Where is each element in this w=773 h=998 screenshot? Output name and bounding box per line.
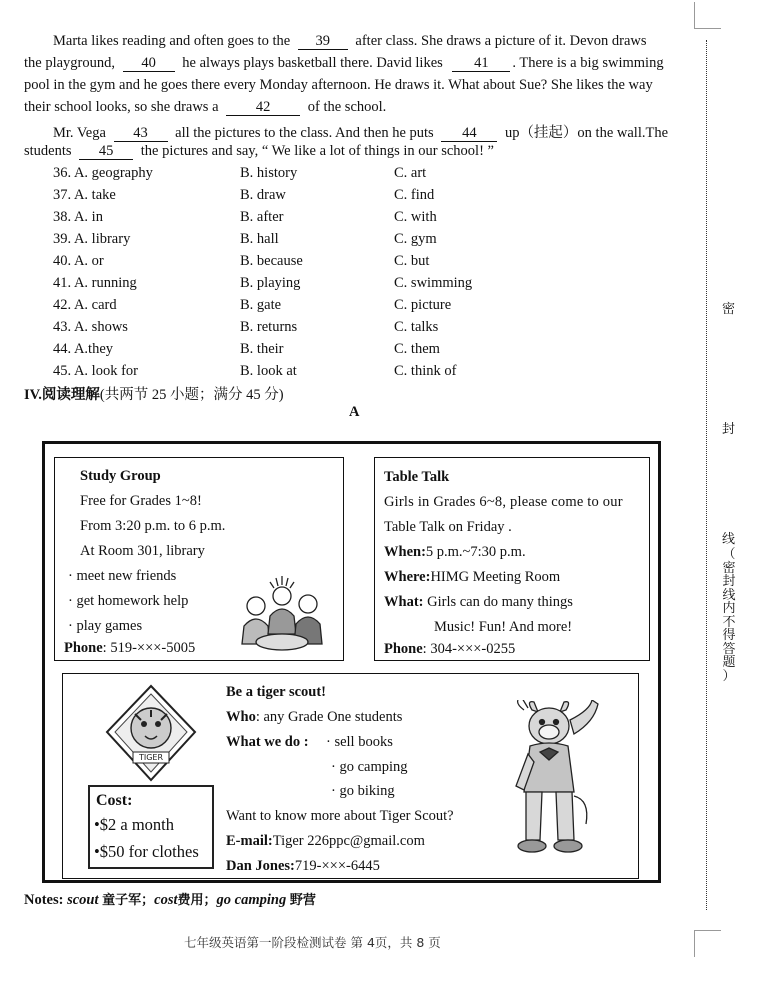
option-b[interactable]: B. returns	[240, 319, 298, 335]
phone-value: : 519-×××-5005	[102, 640, 196, 656]
option-a[interactable]: 42. A. card	[53, 297, 117, 313]
margin-char-xian: 线	[722, 532, 736, 547]
option-c[interactable]: C. picture	[394, 297, 452, 313]
tiger-scout-item-3: · go biking	[331, 783, 395, 799]
option-b[interactable]: B. history	[240, 165, 298, 181]
section-title	[24, 383, 284, 404]
when-value: 5 p.m.~7:30 p.m.	[425, 544, 526, 560]
option-c[interactable]: C. gym	[394, 231, 437, 247]
notes-label: Notes:	[24, 892, 64, 908]
margin-char: （	[722, 547, 736, 562]
margin-char: 线	[722, 587, 736, 603]
table-talk-where	[384, 569, 560, 586]
option-c[interactable]: C. them	[394, 341, 440, 357]
study-group-line-2: From 3:20 p.m. to 6 p.m.	[80, 518, 226, 534]
table-talk-line-1: Girls in Grades 6~8, please come to our	[384, 494, 623, 510]
option-c[interactable]: C. swimming	[394, 275, 473, 291]
option-a[interactable]: 36. A. geography	[53, 165, 153, 181]
study-group-bullet-2: · get homework help	[68, 593, 189, 609]
cost-item-2: •$50 for clothes	[94, 842, 199, 861]
part-label: A	[349, 404, 360, 420]
option-a[interactable]: 44. A.they	[53, 341, 114, 357]
where-value: HIMG Meeting Room	[430, 569, 561, 585]
margin-char: 不	[722, 614, 736, 630]
margin-char: 封	[722, 574, 736, 589]
study-group-title: Study Group	[80, 468, 161, 484]
cost-item-1: •$2 a month	[94, 815, 175, 834]
text: after class. She draws a picture of it. Devon draws	[355, 33, 647, 49]
text: . There is a big swimming	[512, 55, 664, 71]
margin-char: ）	[722, 668, 736, 684]
option-b[interactable]: B. hall	[240, 231, 279, 247]
tiger-scout-item-1: · sell books	[326, 734, 393, 750]
page-footer: 七年级英语第一阶段检测试卷 第 4页，共 8 页	[184, 935, 441, 950]
study-group-bullet-1: · meet new friends	[68, 568, 177, 584]
option-a[interactable]: 45. A. look for	[53, 363, 138, 379]
blank-43[interactable]: 43	[114, 125, 168, 142]
note-term-scout: scout	[67, 892, 99, 908]
option-a[interactable]: 39. A. library	[53, 231, 131, 247]
blank-42[interactable]: 42	[226, 99, 300, 116]
tiger-mascot-illustration	[512, 700, 604, 858]
email-label: E-mail:	[226, 833, 273, 849]
margin-char: 内	[722, 601, 736, 616]
tiger-scout-contact	[226, 858, 380, 875]
text: up（挂起）on the wall.The	[504, 125, 669, 141]
where-label: Where:	[384, 569, 431, 585]
option-a[interactable]: 41. A. running	[53, 275, 137, 291]
text: all the pictures to the class. And then he puts	[175, 125, 434, 141]
tiger-badge-icon	[105, 684, 197, 784]
passage-line-1	[53, 33, 647, 50]
note-meaning-camping: 野营	[289, 893, 316, 908]
passage-line-6	[24, 143, 494, 160]
text: he always plays basketball there. David likes	[182, 55, 443, 71]
option-c[interactable]: C. think of	[394, 363, 457, 379]
tiger-scout-what-label: What we do :	[226, 734, 309, 750]
student-head-3	[299, 595, 317, 613]
passage-line-4	[24, 99, 386, 116]
phone-label: Phone	[384, 641, 423, 657]
option-b[interactable]: B. look at	[240, 363, 297, 379]
student-head-1	[247, 597, 265, 615]
margin-note-vertical	[722, 548, 736, 683]
option-b[interactable]: B. after	[240, 209, 284, 225]
crop-mark-top-right	[694, 2, 721, 29]
text: of the school.	[307, 99, 387, 115]
margin-char-feng: 封	[722, 422, 736, 437]
option-c[interactable]: C. but	[394, 253, 430, 269]
option-b[interactable]: B. their	[240, 341, 284, 357]
email-value[interactable]: Tiger 226ppc@gmail.com	[272, 833, 425, 849]
note-term-cost: cost	[154, 892, 178, 908]
phone-label: Phone	[64, 640, 103, 656]
option-a[interactable]: 43. A. shows	[53, 319, 128, 335]
passage-line-3: pool in the gym and he goes there every Monday afternoon. He draws it. What about Sue? She likes the way	[24, 77, 653, 93]
option-a[interactable]: 40. A. or	[53, 253, 104, 269]
option-b[interactable]: B. playing	[240, 275, 301, 291]
when-label: When:	[384, 544, 426, 560]
text: Mr. Vega	[53, 125, 106, 141]
cost-title: Cost:	[96, 792, 133, 809]
option-c[interactable]: C. art	[394, 165, 427, 181]
table-talk-title: Table Talk	[384, 469, 450, 485]
tiger-scout-item-2: · go camping	[331, 759, 408, 775]
tiger-scout-who	[226, 709, 402, 726]
blank-44[interactable]: 44	[441, 125, 497, 142]
option-a[interactable]: 37. A. take	[53, 187, 116, 203]
tiger-badge-label: TIGER	[138, 753, 164, 762]
what-value: Girls can do many things	[427, 594, 573, 610]
table-talk-what	[384, 594, 573, 611]
text: the pictures and say, “ We like a lot of things in our school! ”	[140, 143, 494, 159]
blank-40[interactable]: 40	[123, 55, 175, 72]
margin-char: 题	[722, 655, 736, 670]
table-talk-line-2: Table Talk on Friday .	[384, 519, 512, 535]
table-talk-when	[384, 544, 526, 561]
study-group-phone	[64, 640, 195, 657]
who-value: : any Grade One students	[255, 709, 403, 725]
section-title-rest: (共两节 25 小题；满分 45 分)	[99, 387, 284, 403]
margin-char-mi: 密	[722, 302, 736, 317]
option-a[interactable]: 38. A. in	[53, 209, 103, 225]
passage-line-2	[24, 55, 664, 72]
what-label: What:	[384, 594, 424, 610]
study-group-line-3: At Room 301, library	[80, 543, 205, 559]
binding-dotted-line	[706, 40, 707, 910]
option-b[interactable]: B. gate	[240, 297, 282, 313]
option-c[interactable]: C. with	[394, 209, 437, 225]
option-c[interactable]: C. find	[394, 187, 435, 203]
blank-39[interactable]: 39	[298, 33, 348, 50]
contact-label: Dan Jones:	[226, 858, 295, 874]
text: their school looks, so she draws a	[24, 99, 219, 115]
text: students	[24, 143, 72, 159]
blank-45[interactable]: 45	[79, 143, 133, 160]
option-c[interactable]: C. talks	[394, 319, 439, 335]
blank-41[interactable]: 41	[452, 55, 510, 72]
students-studying-illustration	[236, 574, 330, 656]
margin-char: 密	[722, 560, 736, 576]
study-group-bullet-3: · play games	[68, 618, 143, 634]
tiger-scout-title: Be a tiger scout!	[226, 684, 326, 700]
margin-char: 答	[722, 641, 736, 657]
section-title-bold: IV.阅读理解	[24, 387, 100, 403]
notes-line	[24, 889, 316, 909]
student-head-2	[273, 587, 291, 605]
tiger-scout-more: Want to know more about Tiger Scout?	[226, 808, 454, 824]
text: the playground,	[24, 55, 116, 71]
crop-mark-bottom-right	[694, 930, 721, 957]
passage-line-5	[53, 121, 668, 142]
note-meaning-scout: 童子军；	[102, 893, 155, 908]
option-b[interactable]: B. because	[240, 253, 303, 269]
table-talk-what-2: Music! Fun! And more!	[434, 619, 573, 635]
tiger-scout-email	[226, 833, 425, 850]
text: Marta likes reading and often goes to the	[53, 33, 291, 49]
contact-value: 719-×××-6445	[294, 858, 380, 874]
note-meaning-cost: 费用；	[177, 893, 217, 908]
study-group-line-1: Free for Grades 1~8!	[80, 493, 202, 509]
note-term-camping: go camping	[216, 892, 287, 908]
who-label: Who	[226, 709, 256, 725]
phone-value: : 304-×××-0255	[422, 641, 516, 657]
margin-char: 得	[722, 628, 736, 643]
option-b[interactable]: B. draw	[240, 187, 286, 203]
table-talk-phone	[384, 641, 515, 658]
